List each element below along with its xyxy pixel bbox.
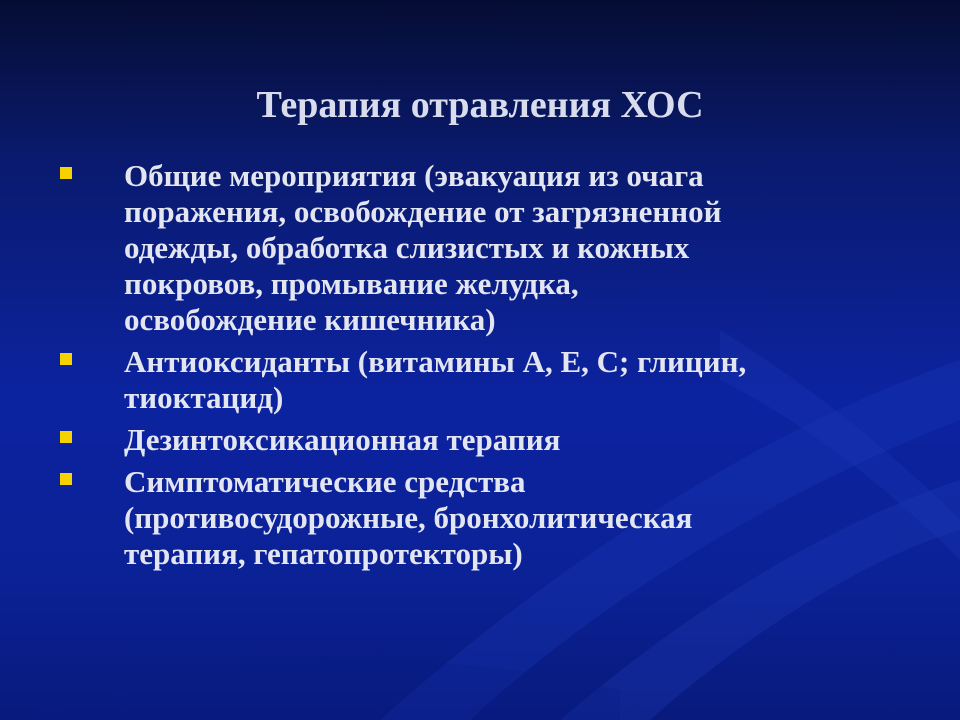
bullet-text: Дезинтоксикационная терапия [124, 422, 561, 457]
bullet-item [60, 344, 920, 416]
slide-title: Терапия отравления ХОС [256, 84, 704, 126]
square-bullet-icon [60, 353, 72, 365]
bullet-item [60, 158, 920, 338]
square-bullet-icon [60, 167, 72, 179]
square-bullet-icon [60, 473, 72, 485]
bullet-item [60, 422, 920, 458]
bullet-list [60, 158, 920, 578]
bullet-text: Антиоксиданты (витамины А, Е, С; глицин, тиоктацид) [124, 344, 747, 415]
bullet-text: Симптоматические средства (противосудорожные, бронхолитическая терапия, гепатопротекторы) [124, 464, 693, 571]
bullet-text: Общие мероприятия (эвакуация из очага поражения, освобождение от загрязненной одежды, обработка слизистых и кожных покровов, промывание желудка, освобождение кишечника) [124, 158, 722, 337]
square-bullet-icon [60, 431, 72, 443]
bullet-item [60, 464, 920, 572]
